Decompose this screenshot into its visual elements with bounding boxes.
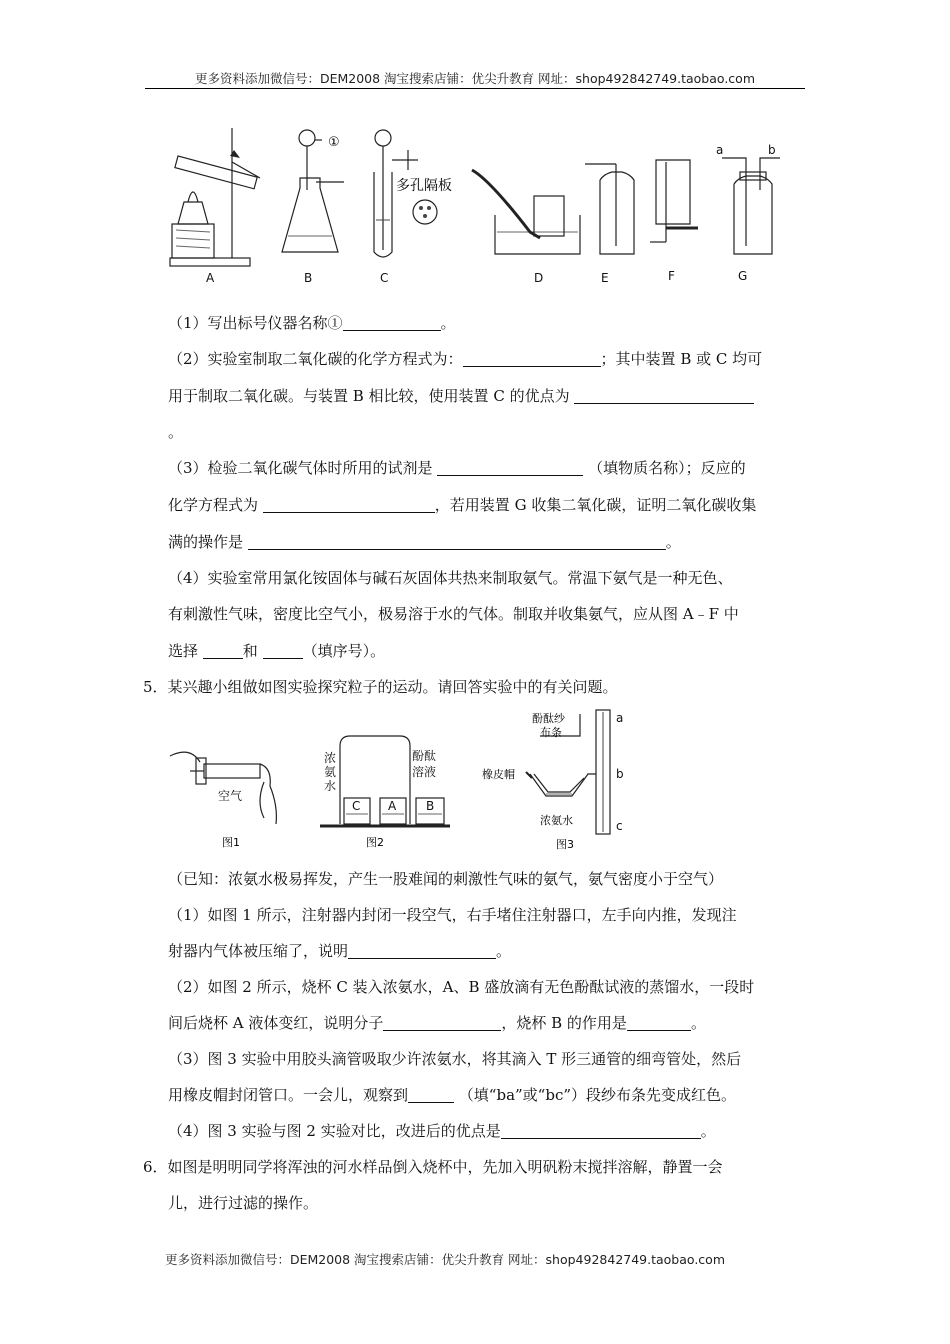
- q4-part1: （1）写出标号仪器名称① 。: [168, 314, 456, 332]
- label-c: C: [380, 271, 389, 285]
- q6-line1: 6．如图是明明同学将浑浊的河水样品倒入烧杯中，先加入明矾粉末搅拌溶解，静置一会: [143, 1158, 723, 1176]
- ammonia-v3: 水: [324, 779, 337, 793]
- particle-motion-figure: [160, 706, 640, 856]
- fig3-ttube: [482, 710, 624, 851]
- fig1-syringe: [170, 752, 276, 849]
- q4-part3-line3: 满的操作是 。: [168, 533, 681, 551]
- q4-part4-line3: 选择 和 （填序号）。: [168, 642, 386, 660]
- phenol-strip-1: 酚酞纱: [532, 712, 565, 725]
- beaker-a-label: A: [388, 799, 397, 813]
- tube-label-b: b: [616, 767, 624, 781]
- fig3-caption: 图3: [556, 838, 574, 851]
- ammonia-v1: 浓: [324, 751, 337, 765]
- q6-line2: 儿，进行过滤的操作。: [168, 1194, 319, 1212]
- g-label-b: b: [768, 143, 776, 157]
- q4-part3-line1: （3）检验二氧化碳气体时所用的试剂是 （填物质名称）；反应的: [168, 459, 746, 477]
- label-g: G: [738, 269, 748, 283]
- fig2-beakers: [320, 736, 450, 849]
- circle-one-marker: ①: [328, 135, 340, 150]
- apparatus-f: [650, 160, 698, 242]
- q5-part1-line2: 射器内气体被压缩了，说明 。: [168, 942, 512, 960]
- page-footer: 更多资料添加微信号：DEM2008 淘宝搜索店铺：优尖升教育 网址：shop492842749.taobao.com: [164, 1252, 726, 1267]
- beaker-c-label: C: [352, 799, 361, 813]
- phenol-label-1: 酚酞: [412, 749, 437, 763]
- q4-part2-line1: （2）实验室制取二氧化碳的化学方程式为： ；其中装置 B 或 C 均可: [168, 350, 763, 368]
- g-label-a: a: [716, 143, 724, 157]
- rubber-cap-label: 橡皮帽: [482, 768, 515, 781]
- apparatus-d: [472, 170, 580, 254]
- header-divider: [145, 88, 805, 89]
- ammonia-label: 浓氨水: [540, 814, 573, 827]
- q5-title: 5．某兴趣小组做如图实验探究粒子的运动。请回答实验中的有关问题。: [143, 678, 618, 696]
- q4-part2-line3: 。: [168, 423, 184, 441]
- apparatus-a: [170, 128, 260, 266]
- apparatus-e: [585, 164, 634, 254]
- q4-part2-line2: 用于制取二氧化碳。与装置 B 相比较，使用装置 C 的优点为: [168, 386, 754, 406]
- page-header: 更多资料添加微信号：DEM2008 淘宝搜索店铺：优尖升教育 网址：shop492842749.taobao.com: [194, 71, 756, 86]
- q5-part1-line1: （1）如图 1 所示，注射器内封闭一段空气，右手堵住注射器口，左手向内推，发现注: [168, 906, 737, 924]
- q5-part3-line1: （3）图 3 实验中用胶头滴管吸取少许浓氨水，将其滴入 T 形三通管的细弯管处，然后: [168, 1050, 742, 1068]
- q4-part4-line1: （4）实验室常用氯化铵固体与碱石灰固体共热来制取氨气。常温下氨气是一种无色、: [168, 569, 733, 587]
- q5-part2-line2: 间后烧杯 A 液体变红，说明分子 ，烧杯 B 的作用是 。: [168, 1014, 706, 1032]
- q4-part4-line2: 有刺激性气味，密度比空气小，极易溶于水的气体。制取并收集氨气，应从图 A﹣F 中: [168, 605, 739, 623]
- air-label: 空气: [218, 789, 243, 803]
- label-f: F: [668, 269, 675, 283]
- q5-part2-line1: （2）如图 2 所示，烧杯 C 装入浓氨水，A、B 盛放滴有无色酚酞试液的蒸馏水，一段时: [168, 978, 755, 996]
- tube-label-a: a: [616, 711, 624, 725]
- q5-known: （已知：浓氨水极易挥发，产生一股难闻的刺激性气味的氨气，氨气密度小于空气）: [168, 870, 724, 888]
- porous-plate-label: 多孔隔板: [396, 178, 452, 194]
- q4-part3-line2: 化学方程式为 ，若用装置 G 收集二氧化碳，证明二氧化碳收集: [168, 496, 757, 514]
- label-e: E: [601, 271, 609, 285]
- phenol-label-2: 溶液: [412, 765, 437, 779]
- fig1-caption: 图1: [222, 836, 240, 849]
- apparatus-g: [716, 143, 780, 254]
- fig2-caption: 图2: [366, 836, 384, 849]
- beaker-b-label: B: [426, 799, 435, 813]
- ammonia-v2: 氨: [324, 765, 337, 779]
- label-a: A: [206, 271, 215, 285]
- apparatus-c: [374, 130, 452, 257]
- q5-part4: （4）图 3 实验与图 2 实验对比，改进后的优点是 。: [168, 1122, 716, 1140]
- apparatus-figure: [160, 120, 800, 290]
- label-b: B: [304, 271, 313, 285]
- tube-label-c: c: [616, 819, 623, 833]
- phenol-strip-2: 布条: [540, 726, 562, 739]
- q5-part3-line2: 用橡皮帽封闭管口。一会儿，观察到 （填“ba”或“bc”）段纱布条先变成红色。: [168, 1086, 737, 1104]
- label-d: D: [534, 271, 544, 285]
